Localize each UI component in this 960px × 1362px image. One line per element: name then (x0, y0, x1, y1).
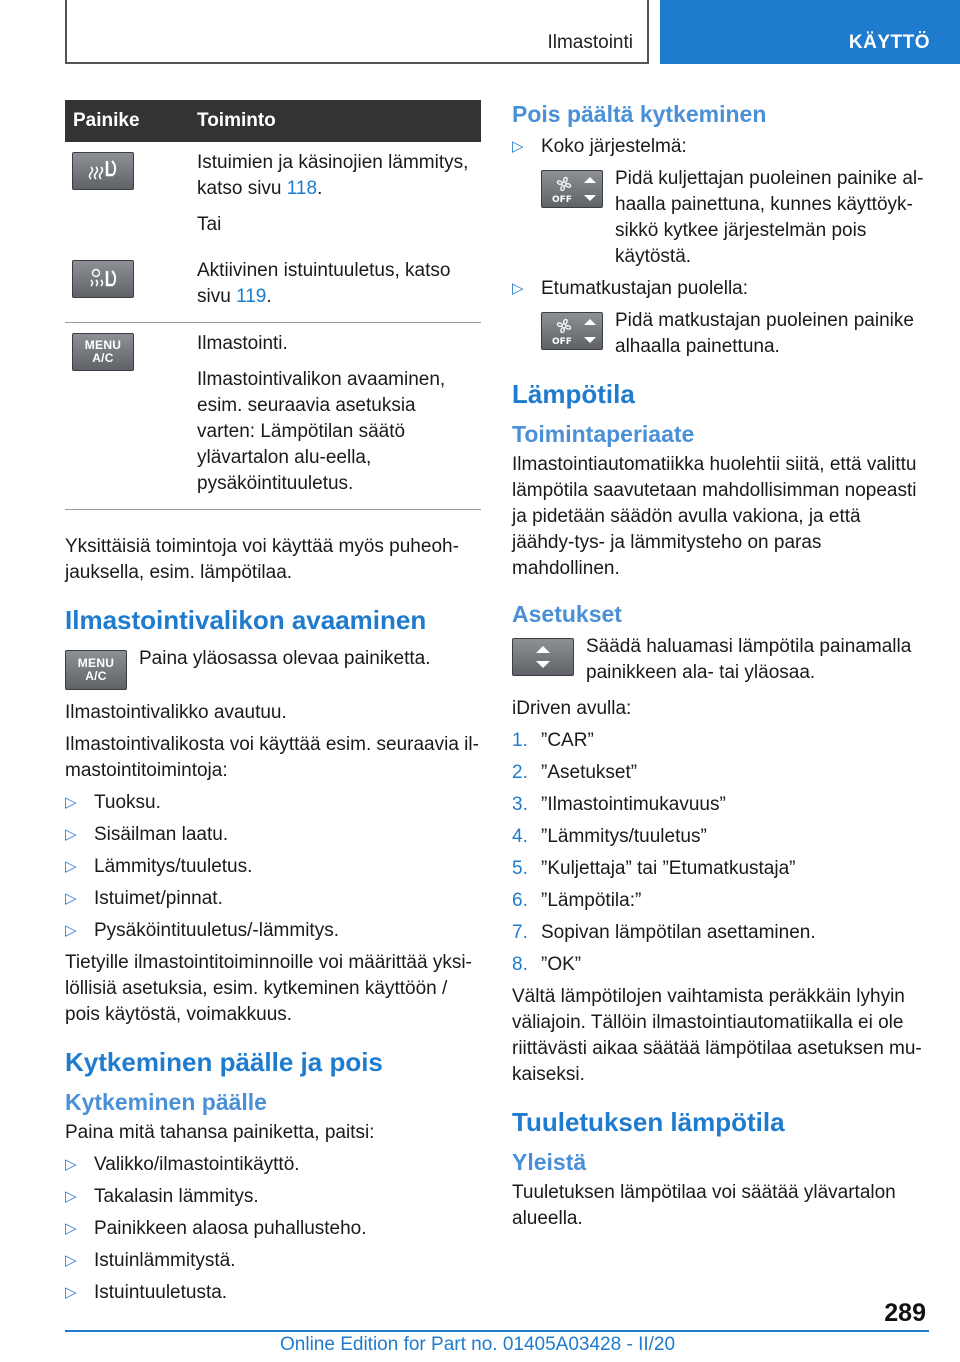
table-row1-or: Tai (197, 214, 222, 235)
list-item: ▷ Istuimet/pinnat. (65, 886, 481, 912)
footer-edition: Online Edition for Part no. 01405A03428 - II/20 (280, 1334, 676, 1355)
table-header (65, 100, 481, 142)
fan-off-button-icon (541, 170, 603, 208)
heading-general: Yleistä (512, 1149, 587, 1175)
switch-on-exceptions-list (65, 1152, 481, 1306)
table-col-button: Painike (73, 110, 140, 131)
menu-ac-button-icon: MENU A/C (72, 333, 134, 371)
principle-text: Ilmastointiautomatiikka huolehtii siitä, että valittu lämpötila saavutetaan mahdollisimman nopeasti ja pidetään säädön avulla vakiona, ja että jäähdy-tys- ja lämmitysteho on paras mahdollinen. (512, 454, 917, 579)
menu-items-list (65, 790, 481, 944)
list-item: ▷ Etumatkustajan puolella: OFF Pidä matkustajan puoleinen painike alhaalla painettuna. (512, 276, 924, 360)
temperature-up-down-button-icon (512, 638, 574, 676)
list-item: ▷ Istuintuuletusta. (65, 1280, 481, 1306)
heading-settings: Asetukset (512, 601, 622, 627)
list-item: ▷ Pysäköintituuletus/-lämmitys. (65, 918, 481, 944)
vent-text: Tuuletuksen lämpötilaa voi säätää ylävartalon alueella. (512, 1182, 896, 1229)
heading-switch: Kytkeminen päälle ja pois (65, 1047, 383, 1077)
table-row (65, 142, 481, 250)
left-column (65, 100, 481, 1312)
table-row (65, 323, 481, 510)
triangle-bullet-icon: ▷ (512, 138, 524, 155)
settings-instruction (512, 634, 924, 686)
off-item2-text: Pidä matkustajan puoleinen painike alhaalla painettuna. (615, 310, 914, 357)
open-menu-text: Paina yläosassa olevaa painiketta. (139, 648, 431, 669)
list-item: 7. Sopivan lämpötilan asettaminen. (512, 922, 816, 943)
list-item: 4. ”Lämmitys/tuuletus” (512, 826, 707, 847)
triangle-bullet-icon: ▷ (65, 826, 77, 843)
list-item: 6. ”Lämpötila:” (512, 890, 642, 911)
list-item: ▷ Istuinlämmitystä. (65, 1248, 481, 1274)
menu-intro-text: Ilmastointivalikosta voi käyttää esim. seuraavia il-mastointitoimintoja: (65, 734, 479, 781)
list-item: ▷ Sisäilman laatu. (65, 822, 481, 848)
header-chapter-box (660, 0, 960, 64)
off-item1-text: Pidä kuljettajan puoleinen painike al-haalla painettuna, kunnes käyttöyk-sikkö kytkee järjestelmän pois käytöstä. (615, 168, 924, 267)
triangle-bullet-icon: ▷ (65, 794, 77, 811)
heading-switch-on: Kytkeminen päälle (65, 1089, 267, 1115)
table-row2-text: Aktiivinen istuintuuletus, katso sivu 119. (197, 260, 451, 307)
list-item: ▷ Painikkeen alaosa puhallusteho. (65, 1216, 481, 1242)
settings-text: Säädä haluamasi lämpötila painamalla painikkeen ala- tai yläosaa. (586, 636, 912, 683)
page-link-118[interactable]: 118 (286, 178, 318, 199)
idrive-text: iDriven avulla: (512, 698, 632, 719)
list-item: ▷ Koko järjestelmä: OFF Pidä kuljettajan puoleinen painike al-haalla painettuna, kunnes käyttöyk-sikkö kytkee järjestelmän pois käytöstä. (512, 134, 924, 270)
list-item: 5. ”Kuljettaja” tai ”Etumatkustaja” (512, 858, 796, 879)
triangle-bullet-icon: ▷ (65, 922, 77, 939)
heading-open-menu: Ilmastointivalikon avaaminen (65, 605, 427, 635)
triangle-bullet-icon: ▷ (65, 1220, 77, 1237)
seat-ventilation-button-icon (72, 260, 134, 298)
menu-ac-button-icon: MENU A/C (65, 650, 127, 690)
list-item: ▷ Valikko/ilmastointikäyttö. (65, 1152, 481, 1178)
list-item: 2. ”Asetukset” (512, 762, 638, 783)
seat-heating-button-icon (72, 152, 134, 190)
open-menu-instruction (65, 646, 481, 690)
triangle-bullet-icon: ▷ (512, 280, 524, 297)
list-item: 1. ”CAR” (512, 730, 594, 751)
list-item: ▷ Takalasin lämmitys. (65, 1184, 481, 1210)
triangle-bullet-icon: ▷ (65, 1284, 77, 1301)
heading-switch-off: Pois päältä kytkeminen (512, 101, 767, 127)
table-row (65, 250, 481, 323)
heading-principle: Toimintaperiaate (512, 421, 695, 447)
heading-temperature: Lämpötila (512, 379, 635, 409)
table-row3-p2: Ilmastointivalikon avaaminen, esim. seuraavia asetuksia varten: Lämpötilan säätö ylävartalon alu-eella, pysäköintituuletus. (197, 369, 446, 494)
table-col-function: Toiminto (197, 110, 276, 131)
table-row3-p1: Ilmastointi. (197, 333, 288, 354)
svg-text:OFF: OFF (552, 195, 572, 205)
triangle-bullet-icon: ▷ (65, 858, 77, 875)
list-item: 3. ”Ilmastointimukavuus” (512, 794, 726, 815)
intro-paragraph: Yksittäisiä toimintoja voi käyttää myös puheoh-jauksella, esim. lämpötilaa. (65, 536, 459, 583)
page-link-119[interactable]: 119 (236, 286, 267, 307)
header-section-box (65, 0, 649, 64)
triangle-bullet-icon: ▷ (65, 1188, 77, 1205)
heading-vent-temperature: Tuuletuksen lämpötila (512, 1107, 785, 1137)
page-number: 289 (884, 1299, 926, 1327)
list-item: ▷ Lämmitys/tuuletus. (65, 854, 481, 880)
chapter-title: KÄYTTÖ (848, 32, 930, 53)
switch-off-list (512, 134, 924, 360)
menu-opens-text: Ilmastointivalikko avautuu. (65, 702, 287, 723)
triangle-bullet-icon: ▷ (65, 1156, 77, 1173)
menu-after-text: Tietyille ilmastointitoiminnoille voi määrittää yksi-löllisiä asetuksia, esim. kytkeminen käyttöön / pois käytöstä, voimakkuus. (65, 952, 472, 1025)
list-item: ▷ Tuoksu. (65, 790, 481, 816)
list-item: 8. ”OK” (512, 954, 582, 975)
fan-off-button-icon (541, 312, 603, 350)
svg-text:OFF: OFF (552, 337, 572, 347)
section-title: Ilmastointi (547, 32, 633, 53)
button-function-table (65, 100, 481, 510)
triangle-bullet-icon: ▷ (65, 1252, 77, 1269)
idrive-steps-list (512, 728, 924, 978)
table-row1-text: Istuimien ja käsinojien lämmitys, katso sivu 118. (197, 152, 469, 199)
switch-on-text: Paina mitä tahansa painiketta, paitsi: (65, 1122, 375, 1143)
right-column (512, 100, 924, 1238)
triangle-bullet-icon: ▷ (65, 890, 77, 907)
steps-after-text: Vältä lämpötilojen vaihtamista peräkkäin lyhyin väliajoin. Tällöin ilmastointiautomatiikalla ei ole riittävästi aikaa säätää lämpötilaa asetuksen mu-kaiseksi. (512, 986, 922, 1085)
